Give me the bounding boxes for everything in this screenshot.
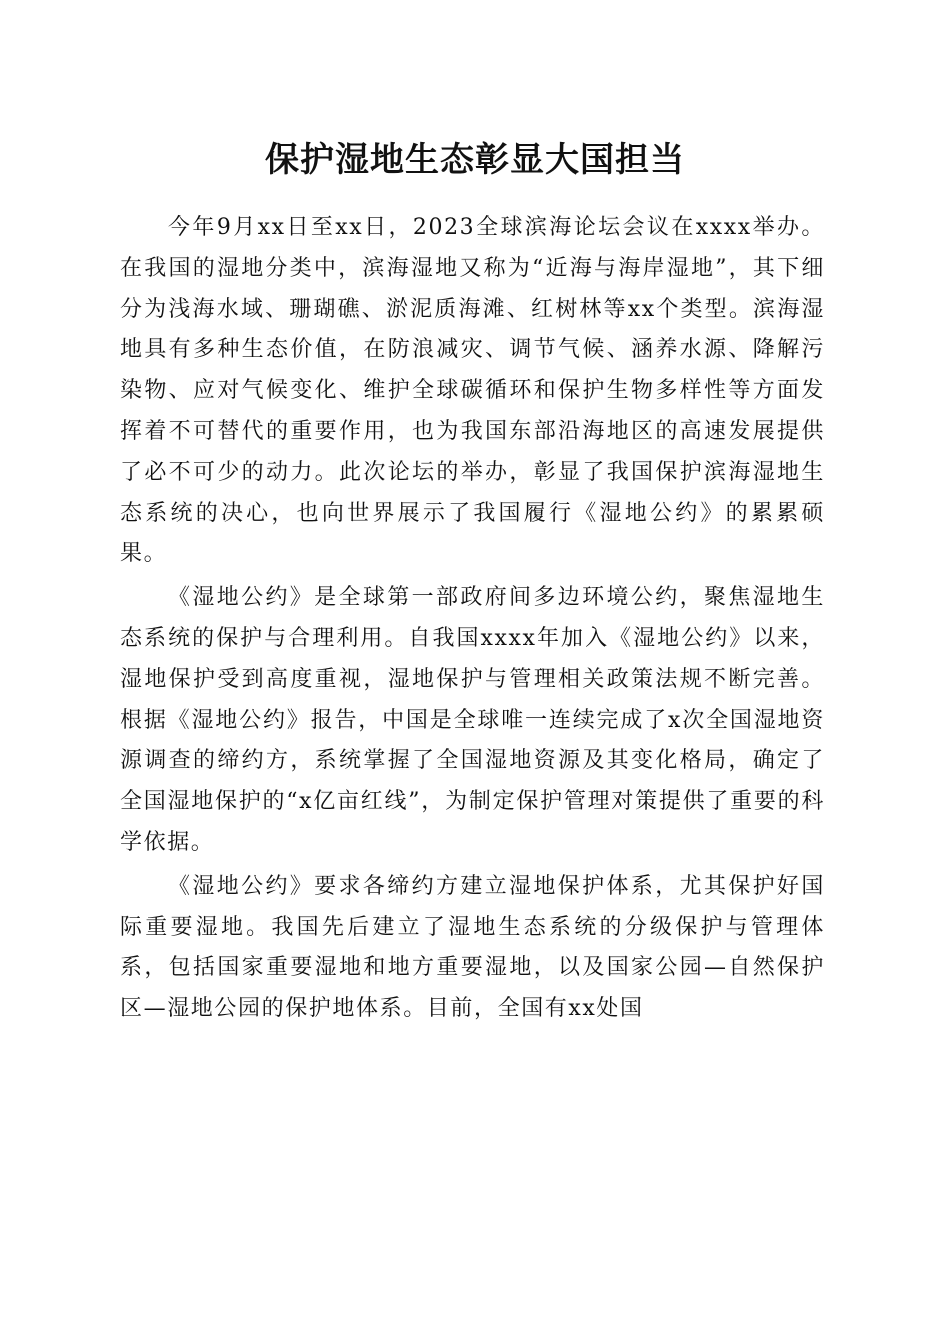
document-body xyxy=(120,208,825,1033)
document-title: 保护湿地生态彰显大国担当 xyxy=(265,140,685,180)
paragraph-1: 今年9月xx日至xx日，2023全球滨海论坛会议在xxxx举办。在我国的湿地分类中，滨海湿地又称为“近海与海岸湿地”，其下细分为浅海水域、珊瑚礁、淤泥质海滩、红树林等xx个类型。滨海湿地具有多种生态价值，在防浪减灾、调节气候、涵养水源、降解污染物、应对气候变化、维护全球碳循环和保护生物多样性等方面发挥着不可替代的重要作用，也为我国东部沿海地区的高速发展提供了必不可少的动力。此次论坛的举办，彰显了我国保护滨海湿地生态系统的决心，也向世界展示了我国履行《湿地公约》的累累硕果。 xyxy=(120,215,825,567)
paragraph-3: 《湿地公约》要求各缔约方建立湿地保护体系，尤其保护好国际重要湿地。我国先后建立了湿地生态系统的分级保护与管理体系，包括国家重要湿地和地方重要湿地，以及国家公园—自然保护区—湿地公园的保护地体系。目前，全国有xx处国 xyxy=(120,873,825,1022)
paragraph-2: 《湿地公约》是全球第一部政府间多边环境公约，聚焦湿地生态系统的保护与合理利用。自我国xxxx年加入《湿地公约》以来，湿地保护受到高度重视，湿地保护与管理相关政策法规不断完善。根据《湿地公约》报告，中国是全球唯一连续完成了x次全国湿地资源调查的缔约方，系统掌握了全国湿地资源及其变化格局，确定了全国湿地保护的“x亿亩红线”，为制定保护管理对策提供了重要的科学依据。 xyxy=(120,585,825,855)
